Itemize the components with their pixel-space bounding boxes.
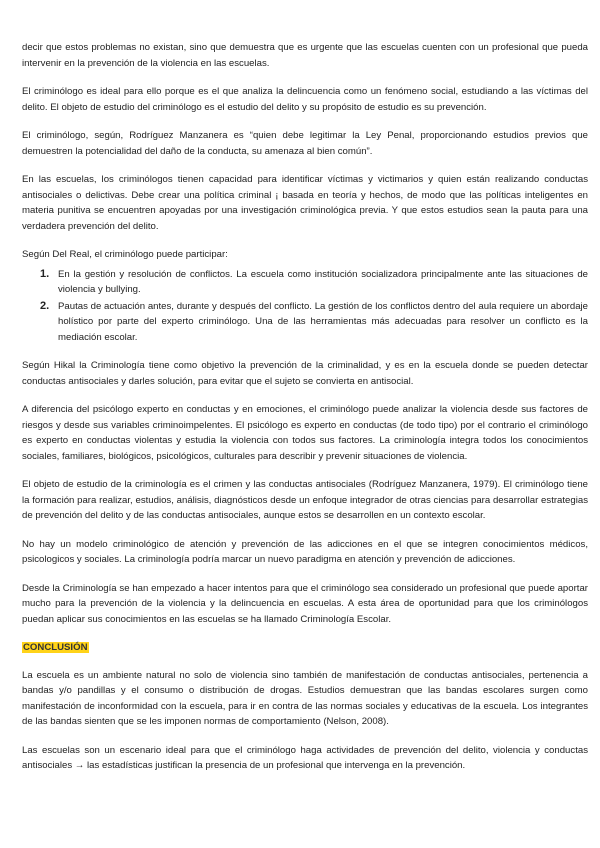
paragraph: El objeto de estudio de la criminología es el crimen y las conductas antisociales (Rodríguez Manzanera, 1979). El criminólogo tiene la formación para realizar, estudios, análisis, diagnósticos desde un enfoque integrador de otras ciencias para desarrollar estrategias de prevención del delito y de las conductas antisociales, aunque estos se desarrollen en un contexto escolar. (22, 479, 588, 521)
paragraph: El criminólogo, según, Rodríguez Manzanera es “quien debe legitimar la Ley Penal, proporcionando estudios previos que demuestren la potencialidad del daño de la conducta, su amenaza al bien común”. (22, 130, 588, 157)
paragraph: decir que estos problemas no existan, sino que demuestra que es urgente que las escuelas cuenten con un profesional que pueda intervenir en la prevención de la violencia en las escuelas. (22, 42, 588, 69)
list-item-number: 2. (40, 299, 50, 312)
paragraph: No hay un modelo criminológico de atención y prevención de las adicciones en el que se integren conocimientos médicos, psicologicos y sociales. La criminología podría marcar un nuevo paradigma en atención y prevención de adicciones. (22, 538, 588, 565)
list-item (22, 267, 588, 298)
list-item-number: 1. (40, 267, 50, 280)
conclusion-heading-text: CONCLUSIÓN (23, 642, 88, 653)
list-item (22, 299, 588, 346)
paragraph: Las escuelas son un escenario ideal para que el criminólogo haga actividades de prevención del delito, violencia y conductas antisociales → las estadísticas justifican la presencia de un profesional que intervenga en la prevención. (22, 744, 588, 771)
list-item-text: En la gestión y resolución de conflictos. La escuela como institución socializadora principalmente ante las situaciones de violencia y bullying. (58, 268, 588, 295)
paragraph: Según Hikal la Criminología tiene como objetivo la prevención de la criminalidad, y es en la escuela donde se pueden detectar conductas antisociales y darles solución, para evitar que el sujeto se convierta en antisocial. (22, 360, 588, 387)
paragraph: Según Del Real, el criminólogo puede participar: (22, 249, 228, 260)
paragraph: Desde la Criminología se han empezado a hacer intentos para que el criminólogo sea considerado un profesional que puede aportar mucho para la prevención de la violencia y la delincuencia en escuelas. A esta área de oportunidad para que los criminólogos puedan aplicar sus conocimientos en las escuelas se ha llamado Criminología Escolar. (22, 582, 588, 625)
numbered-list (22, 267, 588, 346)
conclusion-heading (22, 640, 588, 656)
list-item-text: Pautas de actuación antes, durante y después del conflicto. La gestión de los conflictos dentro del aula requiere un abordaje holístico por parte del experto criminólogo. Una de las herramientas más adecuadas para resolver un conflicto es la mediación escolar. (58, 300, 588, 343)
paragraph: En las escuelas, los criminólogos tienen capacidad para identificar víctimas y victimarios y quien están realizando conductas antisociales o delictivas. Debe crear una política criminal ¡ basada en teoría y hechos, de modo que las políticas inteligentes en materia punitiva se encuentren apoyadas por una investigación criminológica previa. Y que estos estudios sean la pauta para una verdadera prevención del delito. (22, 174, 588, 232)
paragraph: La escuela es un ambiente natural no solo de violencia sino también de manifestación de conductas antisociales, pertenencia a bandas y/o pandillas y el consumo o distribución de drogas. Estudios demuestran que las bandas escolares surgen como manifestación de inconformidad con la escuela, para ir en contra de las normas sociales y educativas de la escuela. Los integrantes de las bandas sienten que se les imponen normas de comportamiento (Nelson, 2008). (22, 669, 588, 727)
paragraph: El criminólogo es ideal para ello porque es el que analiza la delincuencia como un fenómeno social, estudiando a las víctimas del delito. El objeto de estudio del criminólogo es el estudio del delito y su propósito de estudio es su prevención. (22, 86, 588, 113)
paragraph: A diferencia del psicólogo experto en conductas y en emociones, el criminólogo puede analizar la violencia desde sus factores de riesgos y desde sus variables criminoimpelentes. El psicólogo es experto en conductas (de todo tipo) por el contrario el criminólogo es experto en conductas violentas y estudia la violencia con todos sus factores. La criminología integra todos los conocimientos sociales, familiares, biológicos, psicológicos, culturales para describir y prevenir situaciones de violencia. (22, 404, 588, 462)
